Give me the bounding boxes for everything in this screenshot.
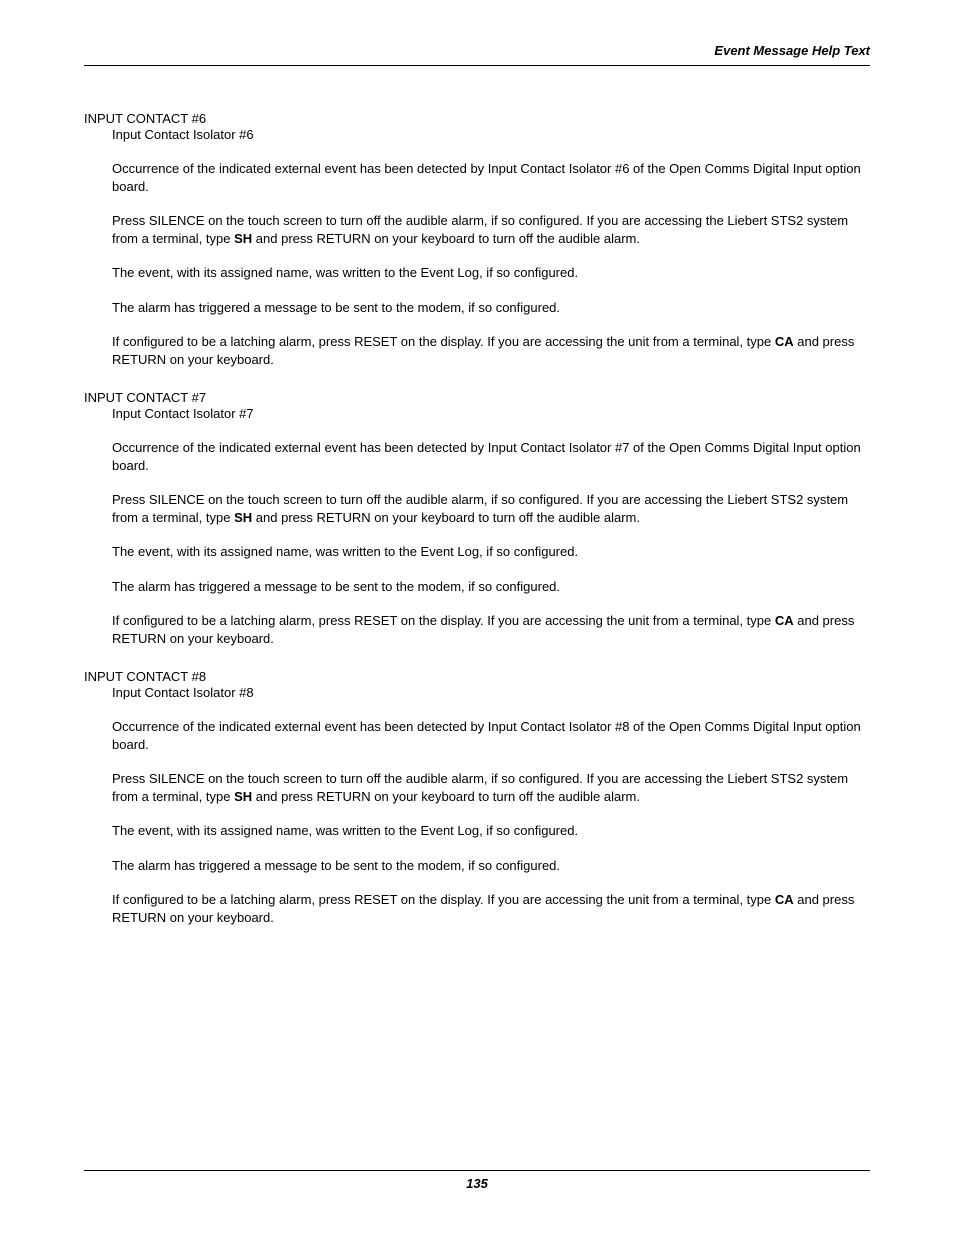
silence-text-pre: Press SILENCE on the touch screen to turn off the audible alarm, if so configured. If you are accessing the Liebert STS2 system from a terminal, type: [112, 492, 849, 525]
event-log-paragraph: The event, with its assigned name, was written to the Event Log, if so configured.: [112, 544, 579, 559]
silence-text-post: and press RETURN on your keyboard to turn off the audible alarm.: [252, 509, 640, 525]
section-title: INPUT CONTACT #7: [84, 390, 207, 405]
reset-text-post: and press RETURN on your keyboard.: [112, 613, 855, 646]
modem-paragraph: The alarm has triggered a message to be sent to the modem, if so configured.: [112, 299, 561, 315]
reset-text-post: and press RETURN on your keyboard.: [112, 334, 855, 367]
page-content: [84, 111, 870, 926]
reset-text-pre: If configured to be a latching alarm, press RESET on the display. If you are accessing the unit from a terminal, type: [112, 334, 775, 349]
occurrence-paragraph: Occurrence of the indicated external event has been detected by Input Contact Isolator #6 of the Open Comms Digital Input option board.: [112, 161, 861, 194]
footer-rule: [84, 1170, 870, 1171]
section-input-contact-7: [84, 390, 870, 647]
silence-command: SH: [234, 230, 253, 246]
reset-command: CA: [774, 613, 794, 628]
section-input-contact-6: [84, 111, 870, 368]
occurrence-paragraph: Occurrence of the indicated external event has been detected by Input Contact Isolator #7 of the Open Comms Digital Input option board.: [112, 440, 861, 473]
silence-paragraph: [112, 770, 870, 805]
modem-paragraph: The alarm has triggered a message to be sent to the modem, if so configured.: [112, 578, 561, 594]
silence-paragraph: [112, 212, 870, 247]
reset-command: CA: [774, 334, 794, 349]
silence-text-pre: Press SILENCE on the touch screen to turn off the audible alarm, if so configured. If you are accessing the Liebert STS2 system from a terminal, type: [112, 213, 849, 246]
section-subtitle: Input Contact Isolator #7: [112, 406, 254, 421]
page-number: 135: [466, 1176, 488, 1191]
reset-command: CA: [774, 892, 794, 907]
silence-command: SH: [234, 509, 253, 525]
event-log-paragraph: The event, with its assigned name, was written to the Event Log, if so configured.: [112, 265, 579, 280]
section-title: INPUT CONTACT #6: [84, 111, 207, 126]
reset-paragraph: [112, 891, 870, 926]
reset-paragraph: [112, 612, 870, 647]
section-subtitle: Input Contact Isolator #6: [112, 127, 254, 142]
silence-text-post: and press RETURN on your keyboard to turn off the audible alarm.: [252, 230, 640, 246]
occurrence-paragraph: Occurrence of the indicated external event has been detected by Input Contact Isolator #8 of the Open Comms Digital Input option board.: [112, 719, 861, 752]
reset-text-pre: If configured to be a latching alarm, press RESET on the display. If you are accessing the unit from a terminal, type: [112, 892, 775, 907]
section-subtitle: Input Contact Isolator #8: [112, 685, 254, 700]
section-input-contact-8: [84, 669, 870, 926]
modem-paragraph: The alarm has triggered a message to be sent to the modem, if so configured.: [112, 857, 561, 873]
silence-text-pre: Press SILENCE on the touch screen to turn off the audible alarm, if so configured. If you are accessing the Liebert STS2 system from a terminal, type: [112, 771, 849, 804]
reset-text-pre: If configured to be a latching alarm, press RESET on the display. If you are accessing the unit from a terminal, type: [112, 613, 775, 628]
running-header-title: Event Message Help Text: [714, 43, 870, 58]
event-log-paragraph: The event, with its assigned name, was written to the Event Log, if so configured.: [112, 823, 579, 838]
silence-paragraph: [112, 491, 870, 526]
header-rule: [84, 65, 870, 66]
section-title: INPUT CONTACT #8: [84, 669, 207, 684]
silence-text-post: and press RETURN on your keyboard to turn off the audible alarm.: [252, 788, 640, 804]
reset-paragraph: [112, 333, 870, 368]
reset-text-post: and press RETURN on your keyboard.: [112, 892, 855, 925]
silence-command: SH: [234, 788, 253, 804]
